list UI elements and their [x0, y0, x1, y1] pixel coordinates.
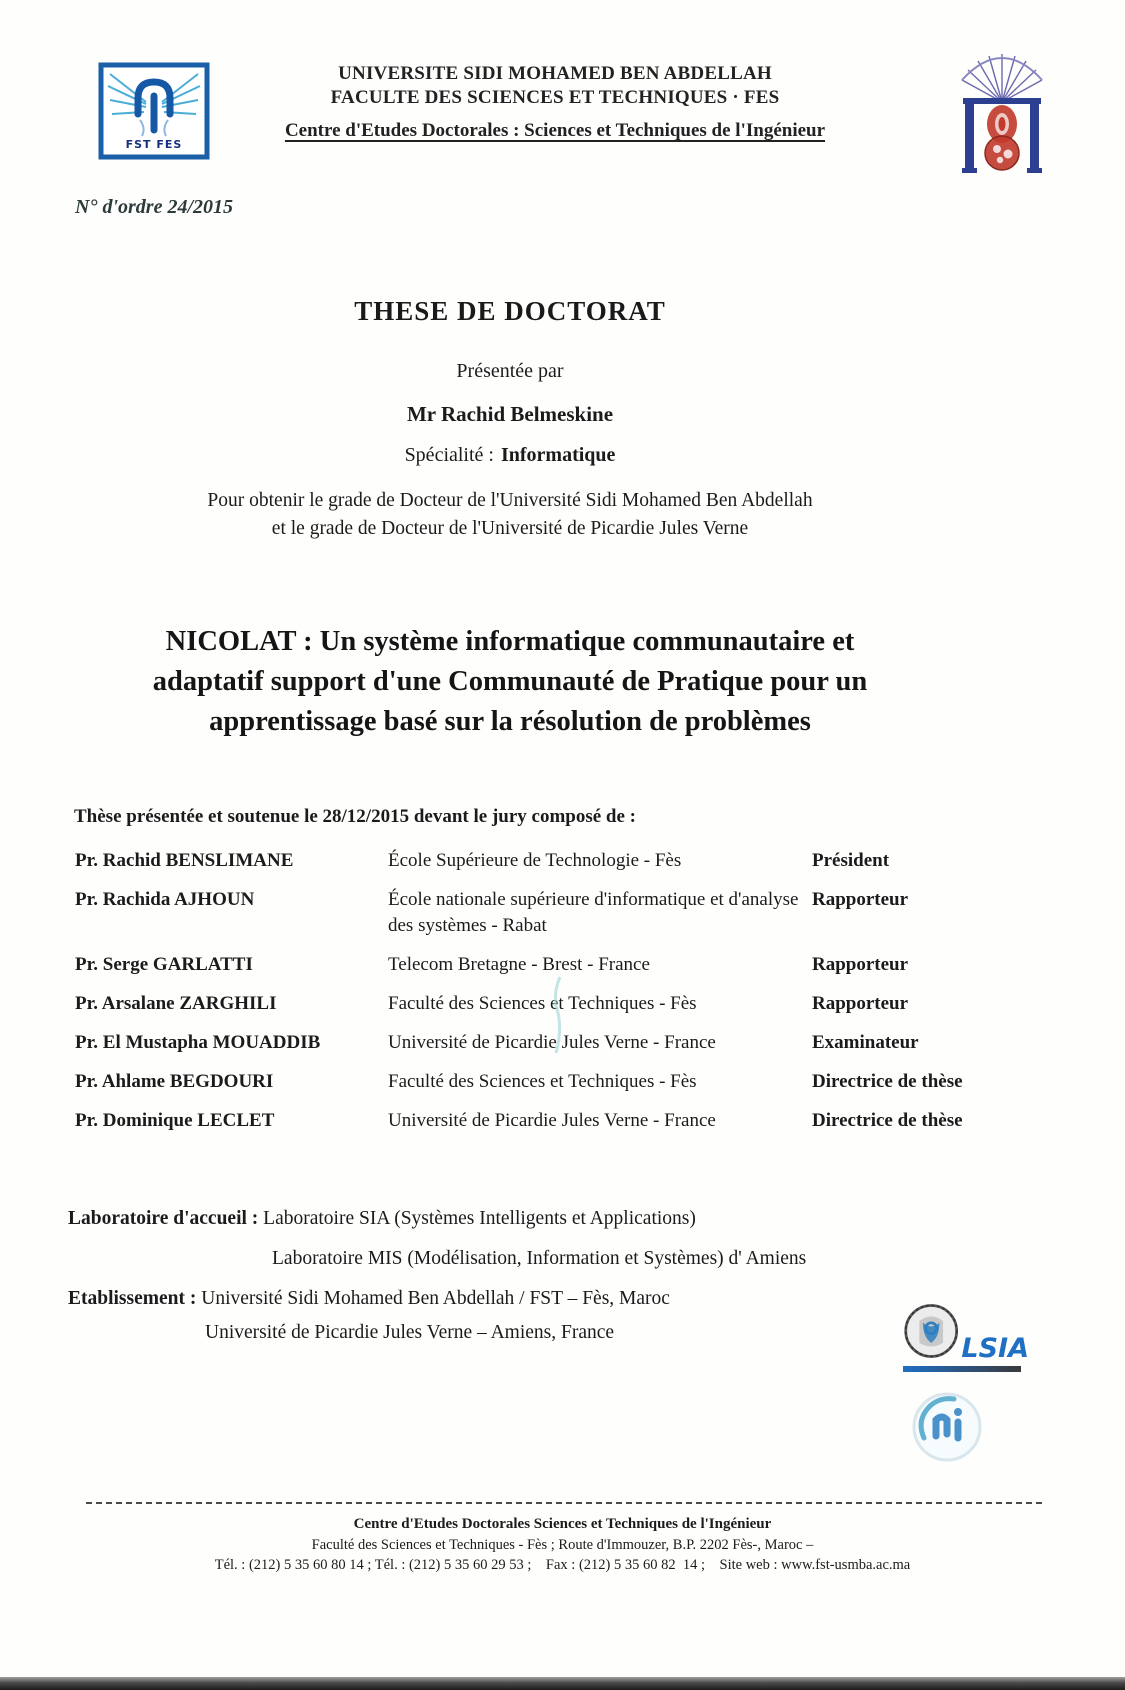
scan-edge [0, 1677, 1125, 1690]
host-lab-line-2: Laboratoire MIS (Modélisation, Information et Systèmes) d' Amiens [272, 1248, 807, 1269]
degree-purpose-line-2: et le grade de Docteur de l'Université de Picardie Jules Verne [271, 518, 749, 539]
jury-member-affiliation: Université de Picardie Jules Verne - France [388, 1110, 716, 1131]
specialty-label: Spécialité : [404, 444, 494, 466]
lsia-lab-logo [903, 1300, 1029, 1372]
lsia-logo-underline [903, 1366, 1021, 1372]
university-name: UNIVERSITE SIDI MOHAMED BEN ABDELLAH [338, 63, 772, 84]
jury-member-role: Président [812, 850, 890, 871]
host-lab-value: Laboratoire SIA (Systèmes Intelligents et Applications) [263, 1208, 696, 1229]
jury-member-role: Directrice de thèse [812, 1110, 963, 1131]
jury-member-affiliation: Telecom Bretagne - Brest - France [388, 954, 650, 975]
author-name: Mr Rachid Belmeskine [406, 402, 614, 426]
jury-table [75, 848, 997, 1134]
jury-member-name: Pr. Serge GARLATTI [75, 954, 253, 975]
establishment-line-2: Université de Picardie Jules Verne – Amiens, France [205, 1322, 615, 1343]
footer [60, 1514, 1065, 1575]
jury-member-name: Pr. Arsalane ZARGHILI [75, 993, 277, 1014]
host-lab-label: Laboratoire d'accueil : [68, 1208, 259, 1229]
establishment-line [68, 1286, 670, 1312]
jury-member-role: Rapporteur [812, 954, 909, 975]
jury-intro: Thèse présentée et soutenue le 28/12/2015 devant le jury composé de : [74, 806, 637, 827]
host-lab-line [68, 1206, 696, 1232]
document-type-heading: THESE DE DOCTORAT [354, 296, 666, 326]
specialty-line [0, 444, 1020, 467]
jury-member-affiliation: Université de Picardie Jules Verne - France [388, 1032, 716, 1053]
jury-member-name: Pr. El Mustapha MOUADDIB [75, 1032, 321, 1053]
footer-contacts: Tél. : (212) 5 35 60 80 14 ; Tél. : (212) 5 35 60 29 53 ; Fax : (212) 5 35 60 82 14 ; Site web : www.fst-usmba.ac.ma [214, 1557, 911, 1573]
doctoral-center-name: Centre d'Etudes Doctorales : Sciences et Techniques de l'Ingénieur [284, 120, 826, 141]
jury-member-name: Pr. Dominique LECLET [75, 1110, 275, 1131]
faculty-name: FACULTE DES SCIENCES ET TECHNIQUES · FES [330, 87, 780, 108]
degree-purpose-line-1: Pour obtenir le grade de Docteur de l'Université Sidi Mohamed Ben Abdellah [207, 490, 813, 511]
jury-member-name: Pr. Rachid BENSLIMANE [75, 850, 294, 871]
fst-fes-logo-text: FST FES [125, 138, 183, 151]
jury-member-role: Rapporteur [812, 993, 909, 1014]
specialty-value: Informatique [500, 444, 616, 466]
establishment-label: Etablissement : [68, 1288, 197, 1309]
order-number: N° d'ordre 24/2015 [75, 196, 233, 218]
jury-member-affiliation: Faculté des Sciences et Techniques - Fès [388, 993, 697, 1014]
thesis-title-line-2: adaptatif support d'une Communauté de Pratique pour un [152, 666, 868, 697]
jury-member-name: Pr. Ahlame BEGDOURI [75, 1071, 274, 1092]
jury-member-role: Rapporteur [812, 889, 909, 910]
establishment-value: Université Sidi Mohamed Ben Abdellah / FST – Fès, Maroc [201, 1288, 670, 1309]
jury-member-affiliation: Faculté des Sciences et Techniques - Fès [388, 1071, 697, 1092]
jury-member-affiliation: École nationale supérieure d'informatique et d'analyse des systèmes - Rabat [388, 889, 799, 936]
jury-member-affiliation: École Supérieure de Technologie - Fès [388, 850, 682, 871]
mis-lab-logo-icon [910, 1390, 984, 1464]
thesis-title-line-3: apprentissage basé sur la résolution de problèmes [209, 706, 811, 737]
lsia-logo-emblem-icon [903, 1300, 959, 1362]
jury-member-role: Directrice de thèse [812, 1071, 963, 1092]
jury-member-name: Pr. Rachida AJHOUN [75, 889, 255, 910]
footer-center-name: Centre d'Etudes Doctorales Sciences et Techniques de l'Ingénieur [353, 1516, 772, 1532]
footer-address: Faculté des Sciences et Techniques - Fès ; Route d'Immouzer, B.P. 2202 Fès-, Maroc – [311, 1537, 814, 1553]
thesis-title-line-1: NICOLAT : Un système informatique communautaire et [165, 626, 855, 657]
lsia-logo-text: LSIA [961, 1333, 1029, 1364]
presented-by-label: Présentée par [456, 360, 564, 382]
footer-divider [86, 1502, 1042, 1504]
jury-member-role: Examinateur [812, 1032, 919, 1053]
scan-artifact [548, 975, 566, 1060]
